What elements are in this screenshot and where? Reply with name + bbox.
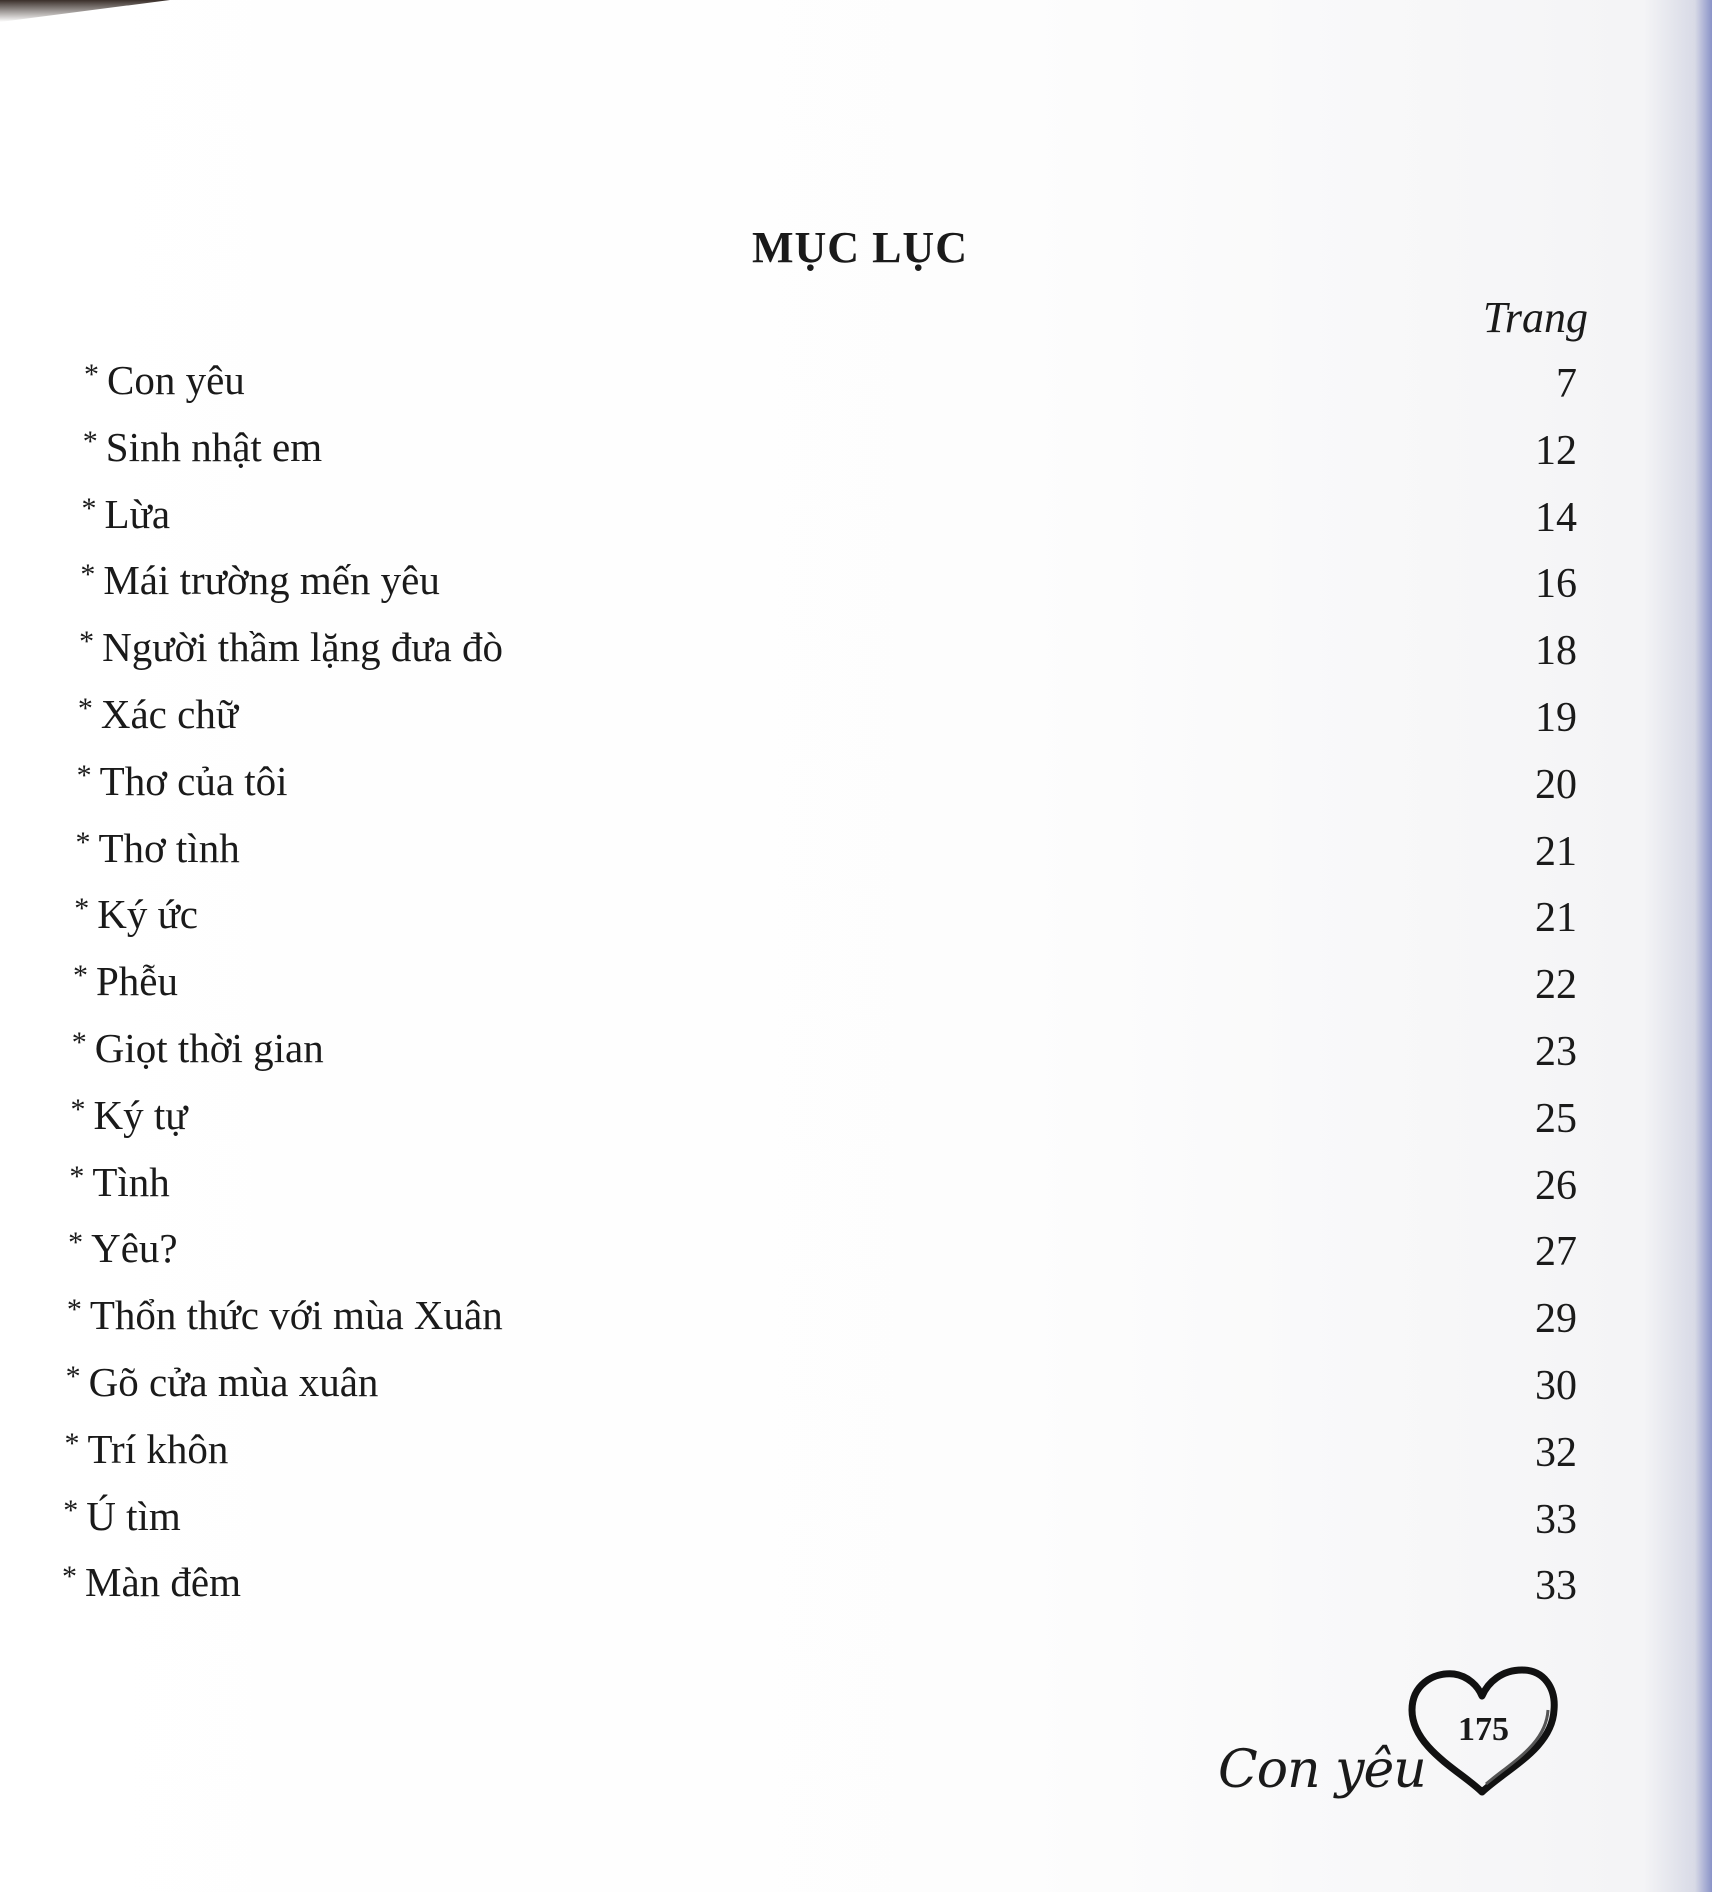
- bullet-asterisk: *: [76, 758, 92, 792]
- page-title: MỤC LỤC: [752, 223, 968, 272]
- page-column-label: Trang: [1482, 293, 1588, 342]
- toc-entry-label: Ký ức: [97, 891, 198, 938]
- toc-entry: [0, 957, 1712, 1024]
- toc-entry-page: 7: [1556, 361, 1577, 407]
- toc-entry: [0, 356, 1712, 423]
- toc-entry-title: [63, 1492, 181, 1540]
- toc-entry: [0, 757, 1712, 824]
- toc-entry-page: 22: [1535, 962, 1577, 1009]
- bullet-asterisk: *: [75, 825, 91, 859]
- bullet-asterisk: *: [64, 1426, 80, 1460]
- toc-entry-title: [78, 690, 238, 738]
- toc-entry-page: 21: [1535, 828, 1577, 875]
- toc-entry: [0, 1291, 1712, 1358]
- toc-entry: [0, 623, 1712, 690]
- page-corner-shadow: [0, 0, 170, 22]
- toc-entry-page: 33: [1535, 1563, 1577, 1610]
- bullet-asterisk: *: [68, 1226, 84, 1260]
- toc-entry-page: 16: [1535, 561, 1577, 608]
- toc-entry: [0, 556, 1712, 623]
- toc-entry-title: [82, 490, 170, 538]
- bullet-asterisk: *: [62, 1560, 77, 1594]
- bullet-asterisk: *: [81, 491, 97, 525]
- toc-entry-label: Ký tự: [93, 1091, 188, 1138]
- toc-entry-title: [71, 1091, 188, 1139]
- toc-entry-label: Con yêu: [107, 357, 245, 403]
- toc-entry: [0, 690, 1712, 757]
- bullet-asterisk: *: [71, 1025, 87, 1059]
- toc-entry-page: 14: [1535, 494, 1577, 541]
- bullet-asterisk: *: [63, 1493, 79, 1527]
- toc-entry-label: Người thầm lặng đưa đò: [102, 624, 504, 671]
- toc-entry-title: [75, 824, 239, 872]
- toc-entry-title: [80, 556, 440, 604]
- toc-entry-page: 20: [1535, 761, 1577, 808]
- toc-entry-label: Thổn thức với mùa Xuân: [89, 1292, 503, 1339]
- toc-entry-label: Ú tìm: [86, 1492, 181, 1539]
- bullet-asterisk: *: [70, 1092, 86, 1126]
- bullet-asterisk: *: [65, 1359, 81, 1393]
- bullet-asterisk: *: [69, 1159, 85, 1193]
- toc-entry-page: 12: [1535, 427, 1577, 474]
- toc-entry: [0, 1492, 1712, 1559]
- toc-entry-page: 27: [1535, 1229, 1577, 1276]
- toc-entry-label: Xác chữ: [100, 690, 239, 737]
- toc-entry-label: Thơ tình: [98, 824, 240, 871]
- footer-book-title: Con yêu: [1218, 1740, 1426, 1800]
- toc-entry-page: 26: [1535, 1162, 1577, 1209]
- toc-entry-label: Thơ của tôi: [99, 757, 288, 804]
- toc-entry-page: 19: [1535, 694, 1577, 741]
- toc-entry-page: 25: [1535, 1095, 1577, 1142]
- toc-entry-page: 18: [1535, 628, 1577, 675]
- toc-entry-title: [67, 1291, 503, 1339]
- toc-entry: [0, 824, 1712, 891]
- toc-entry-page: 29: [1535, 1296, 1577, 1343]
- toc-entry-title: [64, 1425, 228, 1473]
- bullet-asterisk: *: [74, 892, 90, 926]
- bullet-asterisk: *: [84, 358, 99, 391]
- toc-entry-label: Màn đêm: [85, 1559, 241, 1606]
- toc-entry: [0, 423, 1712, 490]
- toc-entry-label: Gõ cửa mùa xuân: [88, 1358, 379, 1405]
- toc-entry-label: Lừa: [104, 490, 171, 537]
- toc-entry-label: Tình: [92, 1158, 170, 1205]
- toc-entry: [0, 1358, 1712, 1425]
- toc-entry-label: Trí khôn: [87, 1425, 229, 1472]
- toc-entry: [0, 1558, 1712, 1625]
- toc-entry-page: 23: [1535, 1028, 1577, 1075]
- toc-entry-title: [66, 1358, 379, 1406]
- bullet-asterisk: *: [73, 959, 88, 993]
- toc-entry: [0, 1224, 1712, 1291]
- toc-entry-page: 32: [1535, 1429, 1577, 1476]
- table-of-contents: [0, 356, 1712, 1625]
- toc-entry-title: [77, 757, 288, 805]
- toc-entry-label: Sinh nhật em: [105, 423, 323, 470]
- bullet-asterisk: *: [79, 625, 95, 659]
- toc-entry-title: [84, 356, 245, 404]
- toc-entry-label: Giọt thời gian: [94, 1024, 324, 1071]
- toc-entry-title: [74, 890, 198, 938]
- toc-entry-label: Phễu: [96, 958, 178, 1005]
- toc-entry: [0, 1091, 1712, 1158]
- toc-entry-label: Yêu?: [91, 1225, 178, 1272]
- toc-entry: [0, 1158, 1712, 1225]
- toc-entry-label: Mái trường mến yêu: [103, 557, 440, 604]
- toc-entry-title: [83, 423, 322, 471]
- toc-entry: [0, 1024, 1712, 1091]
- toc-entry-page: 30: [1535, 1362, 1577, 1409]
- toc-entry-title: [62, 1558, 241, 1606]
- toc-entry: [0, 1425, 1712, 1492]
- toc-entry-title: [68, 1224, 178, 1272]
- bullet-asterisk: *: [77, 691, 93, 725]
- toc-entry-page: 33: [1535, 1496, 1577, 1543]
- toc-entry-page: 21: [1535, 895, 1577, 942]
- toc-entry: [0, 890, 1712, 957]
- bullet-asterisk: *: [82, 424, 98, 458]
- toc-entry-title: [79, 623, 503, 671]
- page-number: 175: [1458, 1711, 1509, 1748]
- toc-entry-title: [69, 1158, 169, 1206]
- bullet-asterisk: *: [80, 558, 96, 592]
- toc-entry: [0, 490, 1712, 557]
- toc-entry-title: [73, 957, 178, 1005]
- bullet-asterisk: *: [66, 1293, 82, 1327]
- toc-entry-title: [72, 1024, 324, 1072]
